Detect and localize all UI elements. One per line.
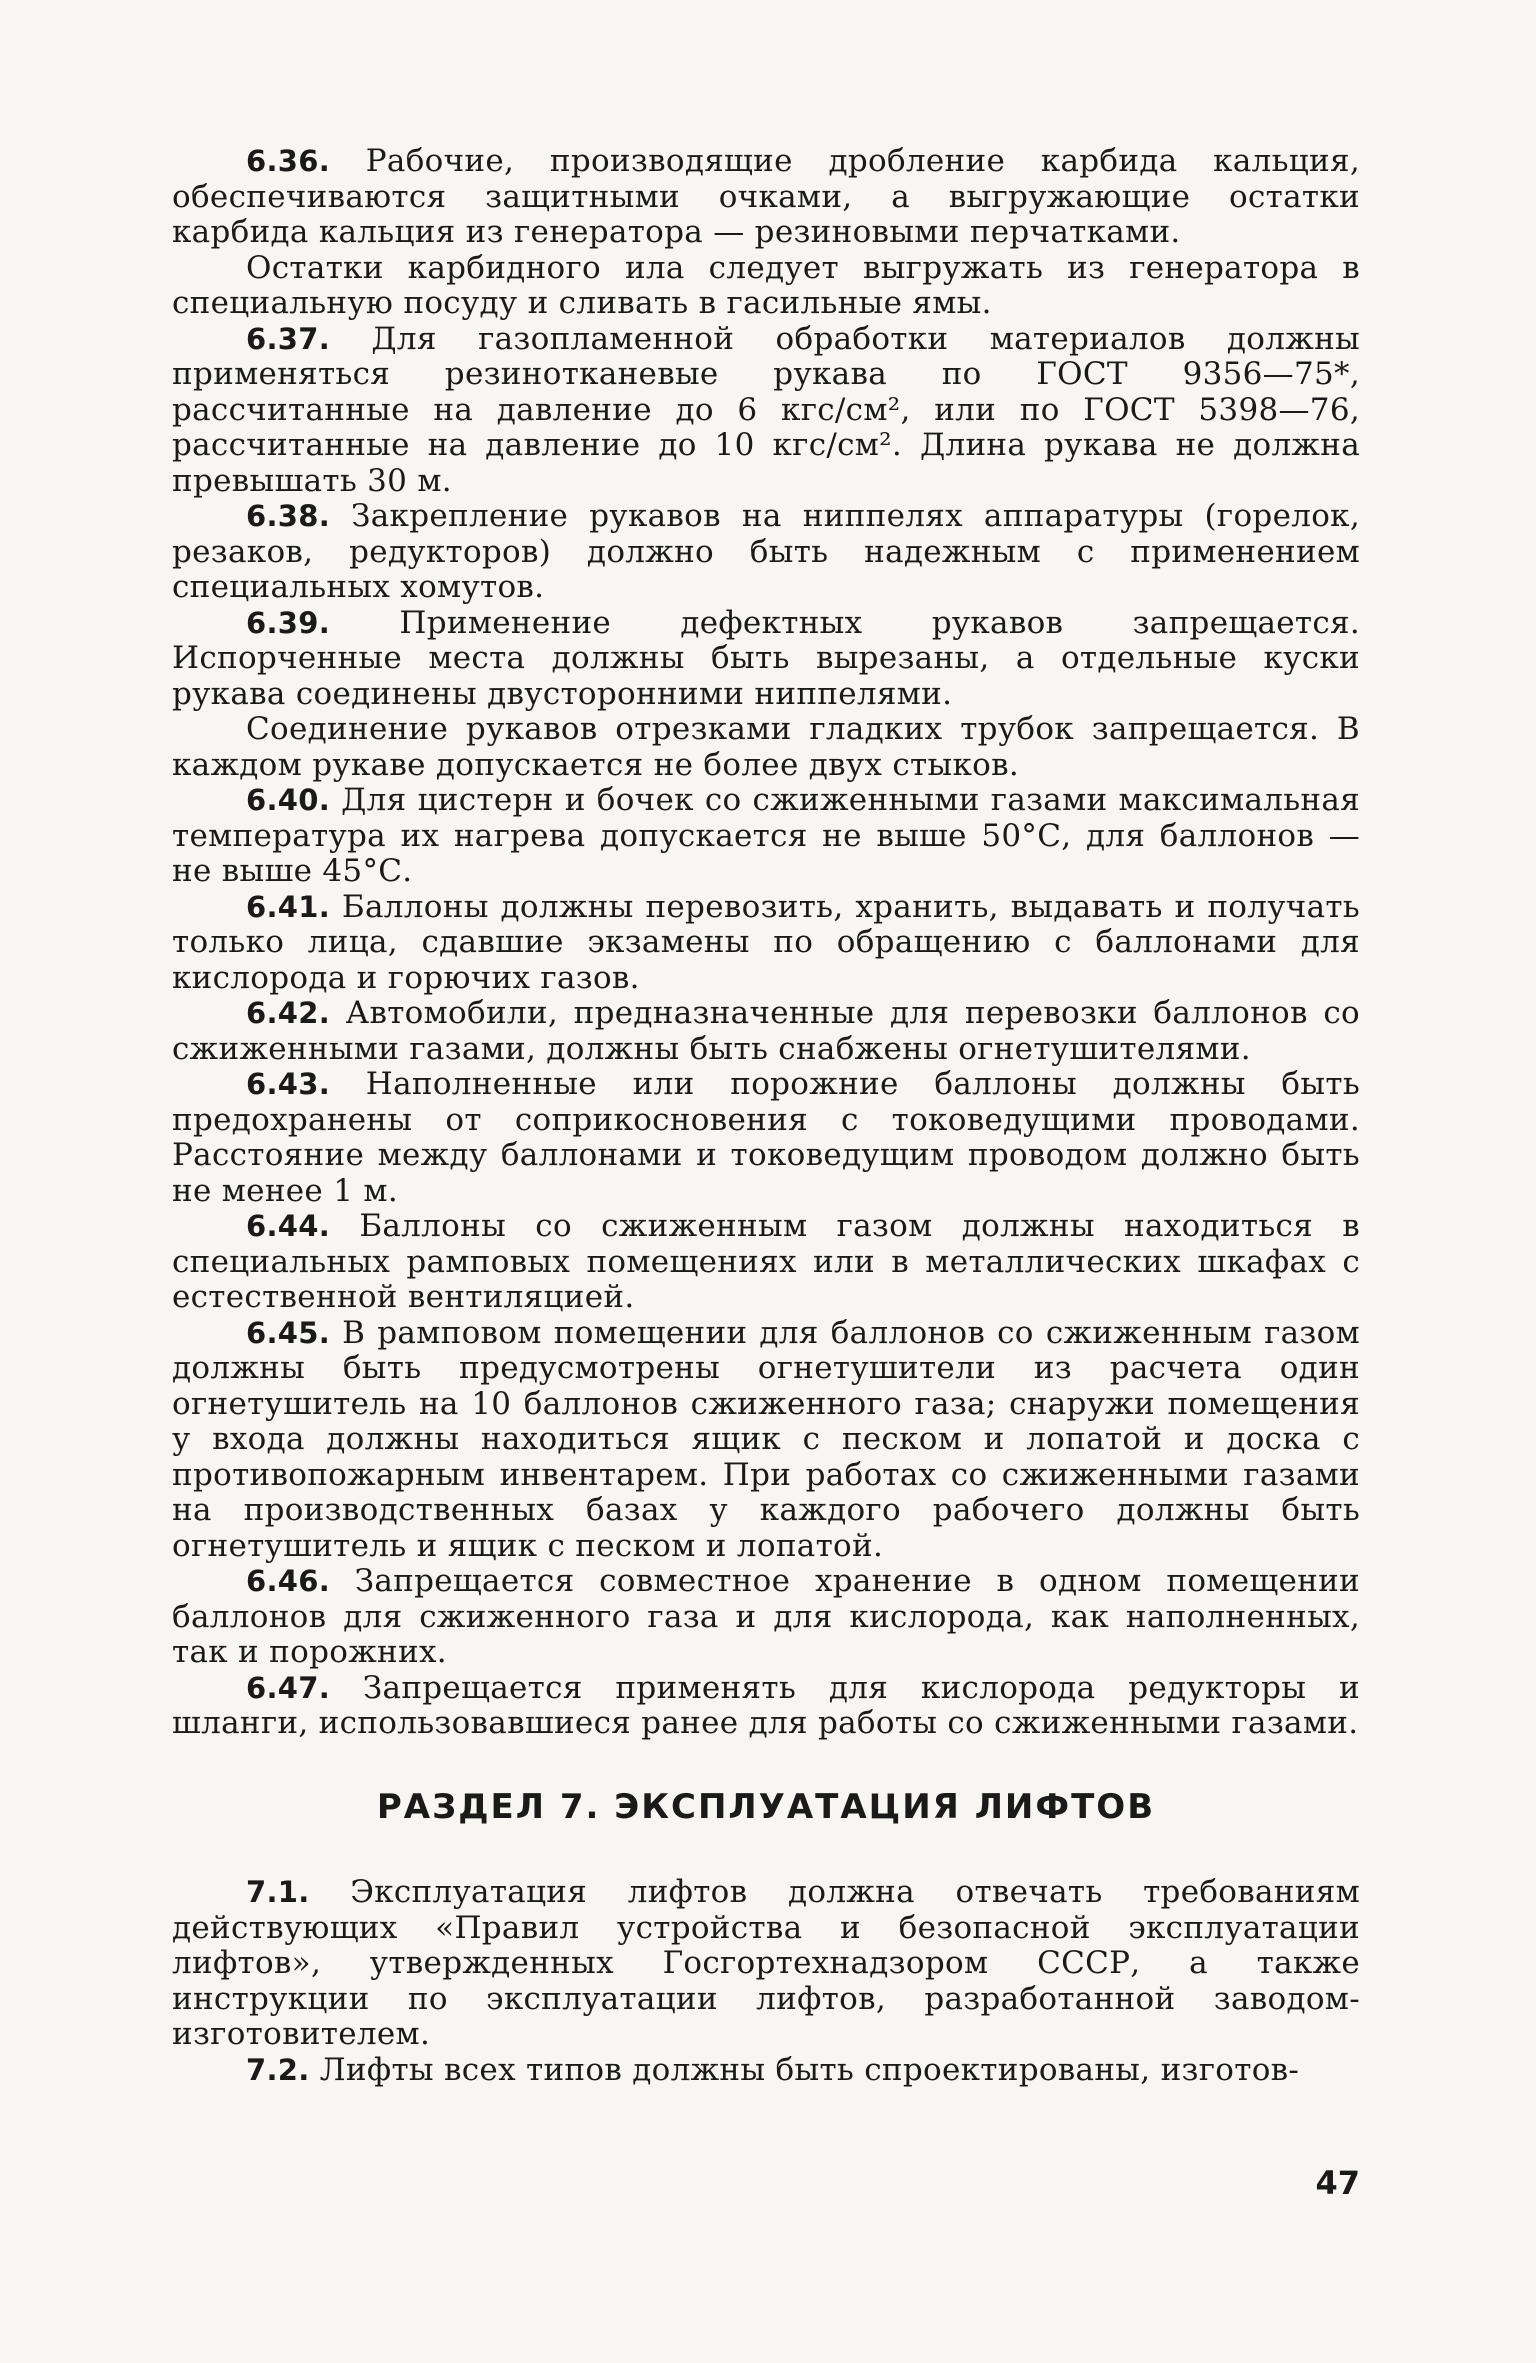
paragraph-6-36-cont <box>172 251 1360 322</box>
paragraph-number: 6.36. <box>246 144 331 178</box>
paragraph-number: 6.46. <box>246 1564 331 1598</box>
paragraph-text: Закрепление рукавов на ниппелях аппаратуры (горелок, резаков, редукторов) должно быть надежным с применением специальных хомутов. <box>172 498 1360 605</box>
document-page <box>172 144 1360 2088</box>
paragraph-6-43 <box>172 1067 1360 1209</box>
paragraph-text: Наполненные или порожние баллоны должны быть предохранены от соприкосновения с токоведущими проводами. Расстояние между баллонами и токоведущим проводом должно быть не менее 1 м. <box>172 1066 1360 1209</box>
paragraph-7-1 <box>172 1875 1360 2053</box>
paragraph-6-42 <box>172 996 1360 1067</box>
paragraph-text: Для цистерн и бочек со сжиженными газами максимальная температура их нагрева допускается не выше 50°С, для баллонов — не выше 45°С. <box>172 782 1360 889</box>
paragraph-6-41 <box>172 890 1360 997</box>
paragraph-6-38 <box>172 499 1360 606</box>
paragraph-number: 7.1. <box>246 1875 310 1909</box>
paragraph-text: Для газопламенной обработки материалов должны применяться резинотканевые рукава по ГОСТ 9356—75*, рассчитанные на давление до 6 кгс/см², или по ГОСТ 5398—76, рассчитанные на давление до 10 кгс/см². Длина рукава не должна превышать 30 м. <box>172 320 1360 499</box>
paragraph-6-46 <box>172 1564 1360 1671</box>
paragraph-number: 6.42. <box>246 996 331 1030</box>
paragraph-text: Баллоны со сжиженным газом должны находиться в специальных рамповых помещениях или в металлических шкафах с естественной вентиляцией. <box>172 1208 1361 1315</box>
paragraph-6-40 <box>172 783 1360 890</box>
paragraph-text: Баллоны должны перевозить, хранить, выдавать и получать только лица, сдавшие экзамены по обращению с баллонами для кислорода и горючих газов. <box>172 888 1360 996</box>
paragraph-text: Остатки карбидного ила следует выгружать из генератора в специальную посуду и сливать в гасильные ямы. <box>172 249 1360 321</box>
paragraph-text: Запрещается совместное хранение в одном помещении баллонов для сжиженного газа и для кислорода, как наполненных, так и порожних. <box>172 1563 1361 1670</box>
paragraph-text: Лифты всех типов должны быть спроектированы, изготов- <box>319 2051 1300 2088</box>
paragraph-text: Применение дефектных рукавов запрещается. Испорченные места должны быть вырезаны, а отдельные куски рукава соединены двусторонними ниппелями. <box>172 604 1361 712</box>
paragraph-6-37 <box>172 322 1360 500</box>
paragraph-number: 6.41. <box>246 889 331 924</box>
paragraph-number: 6.47. <box>246 1670 331 1705</box>
paragraph-number: 6.40. <box>246 783 331 817</box>
paragraph-6-39-cont <box>172 712 1360 783</box>
paragraph-text: Рабочие, производящие дробление карбида кальция, обеспечиваются защитными очками, а выгружающие остатки карбида кальция из генератора — резиновыми перчатками. <box>172 143 1361 250</box>
paragraph-number: 6.37. <box>246 321 331 356</box>
paragraph-number: 6.39. <box>246 605 331 640</box>
paragraph-6-47 <box>172 1671 1360 1742</box>
paragraph-6-45 <box>172 1316 1360 1565</box>
page-number: 47 <box>1315 2164 1360 2202</box>
paragraph-number: 6.38. <box>246 499 331 533</box>
paragraph-number: 6.43. <box>246 1067 331 1101</box>
paragraph-text: Эксплуатация лифтов должна отвечать требованиям действующих «Правил устройства и безопасной эксплуатации лифтов», утвержденных Госгортехнадзором СССР, а также инструкции по эксплуатации лифтов, разработанной заводом-изготовителем. <box>172 1874 1360 2052</box>
paragraph-6-36 <box>172 144 1360 251</box>
paragraph-text: Соединение рукавов отрезками гладких трубок запрещается. В каждом рукаве допускается не более двух стыков. <box>172 711 1360 783</box>
section-title: РАЗДЕЛ 7. ЭКСПЛУАТАЦИЯ ЛИФТОВ <box>376 1786 1156 1827</box>
paragraph-6-39 <box>172 606 1360 713</box>
paragraph-text: В рамповом помещении для баллонов со сжиженным газом должны быть предусмотрены огнетушители из расчета один огнетушитель на 10 баллонов сжиженного газа; снаружи помещения у входа должны находиться ящик с песком и лопатой и доска с противопожарным инвентарем. При работах со сжиженными газами на производственных базах у каждого рабочего должны быть огнетушитель и ящик с песком и лопатой. <box>172 1314 1360 1564</box>
paragraph-number: 6.45. <box>246 1315 331 1350</box>
paragraph-number: 7.2. <box>246 2052 310 2087</box>
paragraph-7-2 <box>172 2053 1360 2089</box>
paragraph-text: Автомобили, предназначенные для перевозки баллонов со сжиженными газами, должны быть снабжены огнетушителями. <box>172 995 1360 1067</box>
paragraph-6-44 <box>172 1209 1360 1316</box>
paragraph-number: 6.44. <box>246 1209 331 1243</box>
paragraph-text: Запрещается применять для кислорода редукторы и шланги, использовавшиеся ранее для работы со сжиженными газами. <box>172 1669 1360 1741</box>
